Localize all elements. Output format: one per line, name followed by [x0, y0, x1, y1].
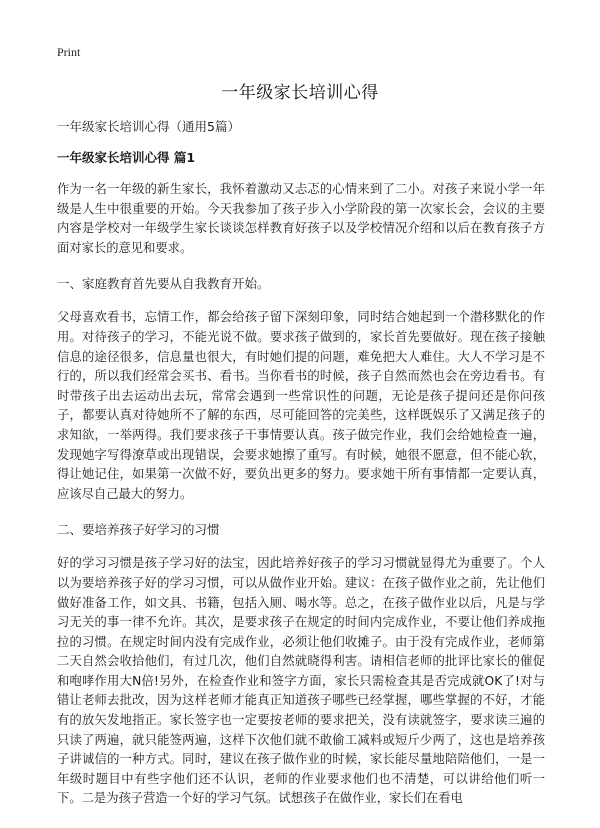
- paragraph-study-habits: 好的学习习惯是孩子学习好的法宝，因此培养好孩子的学习习惯就显得尤为重要了。个人以为要培养孩子好的学习习惯，可以从做作业开始。建议：在孩子做作业之前，先让他们做好准备工作，如文具、书籍，包括入厕、喝水等。总之，在孩子做作业以后，凡是与学习无关的事一律不允许。其次，是要求孩子在规定的时间内完成作业，不要让他们养成拖拉的习惯。在规定时间内没有完成作业，必须让他们收摊子。由于没有完成作业，老师第二天自然会收拾他们，有过几次，他们自然就晓得利害。请相信老师的批评比家长的催促和咆哮作用大N倍!另外，在检查作业和签字方面，家长只需检查其是否完成就OK了!对与错让老师去批改，因为这样老师才能真正知道孩子哪些已经掌握，哪些掌握的不好，才能有的放矢发地指正。家长签字也一定要按老师的要求把关，没有读就签字，要求读三遍的只读了两遍，就只能签两遍，这样下次他们就不敢偷工减料或短斤少两了，这也是培养孩子讲诚信的一种方式。同时，建议在孩子做作业的时候，家长能尽量地陪陪他们，一是一年级时题目中有些字他们还不认识，老师的作业要求他们也不清楚，可以讲给他们听一下。二是为孩子营造一个好的学习气氛。试想孩子在做作业，家长们在看电: [57, 556, 545, 806]
- paragraph-self-education: 父母喜欢看书，忘情工作，都会给孩子留下深刻印象，同时结合她起到一个潜移默化的作用。对待孩子的学习，不能光说不做。要求孩子做到的，家长首先要做好。现在孩子接触信息的途径很多，信息量也很大，有时她们提的问题，难免把大人难住。大人不学习是不行的，所以我们经常会买书、看书。当你看书的时候，孩子自然而然也会在旁边看书。有时带孩子出去运动出去玩，常常会遇到一些常识性的问题，无论是孩子提问还是你问孩子，都要认真对待她所不了解的东西，尽可能回答的完美些，这样既娱乐了又满足孩子的求知欲，一举两得。我们要求孩子干事情要认真。孩子做完作业，我们会给她检查一遍，发现她字写得潦草或出现错误，会要求她擦了重写。有时候，她很不愿意，但不能心软，得让她记住，如果第一次做不好，要负出更多的努力。要求她干所有事情都一定要认真，应该尽自己最大的努力。: [57, 310, 545, 501]
- subheading-self-education: 一、家庭教育首先要从自我教育开始。: [57, 276, 270, 292]
- article-body: [57, 118, 545, 826]
- paragraph-intro: 作为一名一年级的新生家长，我怀着激动又忐忑的心情来到了二小。对孩子来说小学一年级是人生中很重要的开始。今天我参加了孩子步入小学阶段的第一次家长会，会议的主要内容是学校对一年级学生家长谈谈怎样教育好孩子以及学校情况介绍和以后在教育孩子方面对家长的意见和要求。: [57, 182, 545, 255]
- page-title: 一年级家长培训心得: [221, 83, 379, 103]
- document-subtitle: 一年级家长培训心得（通用5篇）: [57, 119, 240, 134]
- print-link[interactable]: Print: [57, 45, 81, 59]
- subheading-study-habits: 二、要培养孩子好学习的习惯: [57, 522, 220, 538]
- section-heading: 一年级家长培训心得 篇1: [57, 150, 196, 165]
